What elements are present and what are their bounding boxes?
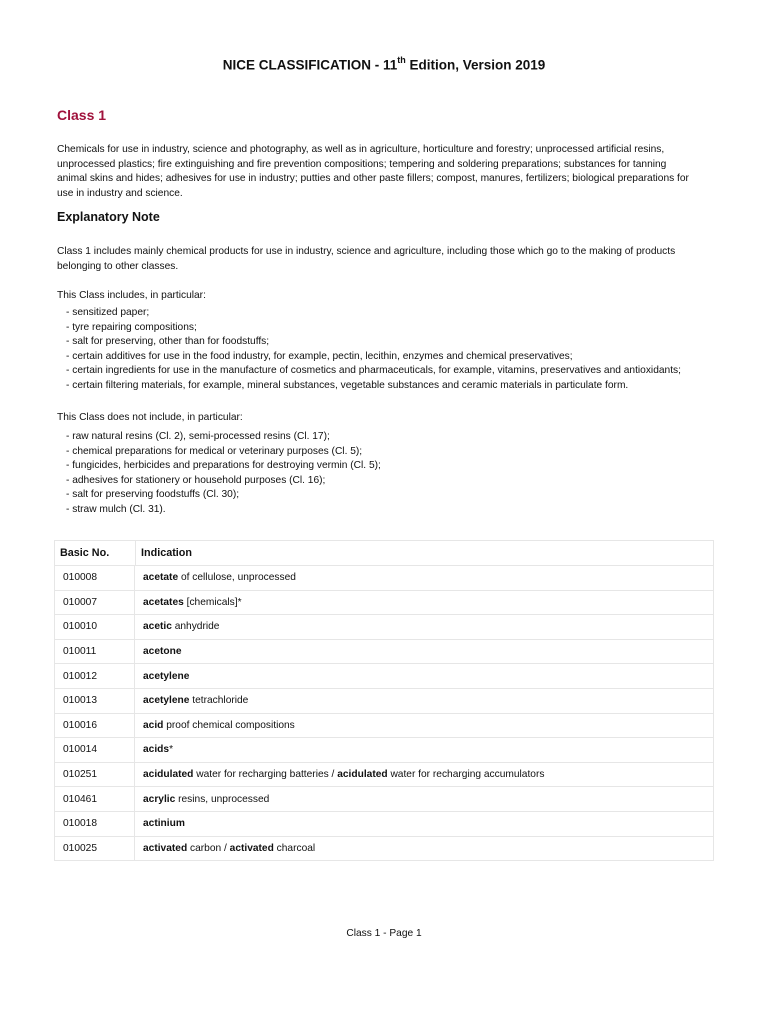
indication-keyword: acetate [143, 572, 179, 584]
indication-keyword: acrylic [143, 793, 176, 805]
indication-cell [135, 591, 714, 616]
explanatory-note-intro: Class 1 includes mainly chemical products for use in industry, science and agriculture, including those which go to the making of products belonging to other classes. [57, 246, 676, 272]
document-title [0, 56, 768, 73]
column-header-basic-no: Basic No. [54, 540, 135, 566]
table-row [54, 615, 714, 640]
indication-keyword: acid [143, 719, 164, 731]
list-item: - tyre repairing compositions; [66, 321, 197, 333]
list-item: - raw natural resins (Cl. 2), semi-processed resins (Cl. 17); [66, 431, 330, 442]
column-header-indication: Indication [135, 540, 714, 566]
indication-keyword: activated [143, 842, 188, 854]
basic-number-cell: 010007 [54, 591, 135, 616]
indication-text: of cellulose, unprocessed [178, 572, 296, 584]
indication-text: [chemicals]* [183, 596, 242, 608]
list-item: - sensitized paper; [66, 307, 150, 318]
title-suffix: Edition, Version 2019 [405, 57, 546, 73]
class-heading-description: Chemicals for use in industry, science and photography, as well as in agriculture, horticulture and forestry; unprocessed artificial resins, unprocessed plastics; fire extinguishing and fire prevention compositions; tempering and soldering preparations; substances for tanning animal skins and hides; adhesives for use in industry; putties and other paste fillers; compost, manures, fertilizers; biological preparations for use in industry and science. [57, 144, 689, 199]
indication-keyword: acetylene [143, 670, 190, 682]
basic-number-cell: 010011 [54, 640, 135, 665]
indication-cell [135, 787, 714, 812]
indication-text: * [169, 744, 174, 756]
table-row [54, 591, 714, 616]
indication-cell [135, 738, 714, 763]
table-header-row [54, 540, 714, 566]
indication-keyword: acetylene [143, 695, 190, 707]
indication-cell [135, 664, 714, 689]
basic-number-cell: 010251 [54, 763, 135, 788]
indication-text: water for recharging accumulators [387, 769, 545, 781]
includes-list [66, 306, 696, 394]
table-body [54, 566, 714, 861]
indications-table [54, 540, 714, 861]
indication-keyword: acetic [143, 621, 172, 633]
table-row [54, 714, 714, 739]
indication-text: water for recharging batteries / [193, 769, 338, 781]
indication-text: resins, unprocessed [175, 793, 270, 805]
basic-number-cell: 010018 [54, 812, 135, 837]
excludes-list [66, 430, 696, 518]
basic-number-cell: 010014 [54, 738, 135, 763]
indication-keyword: activated [229, 842, 274, 854]
list-item: - certain filtering materials, for example, mineral substances, vegetable substances and ceramic materials in particulate form. [66, 379, 629, 391]
indication-keyword: acetone [143, 646, 182, 658]
list-item: - salt for preserving foodstuffs (Cl. 30); [66, 489, 240, 501]
indication-keyword: acidulated [143, 769, 194, 781]
indication-text: tetrachloride [189, 695, 249, 707]
title-superscript: th [397, 55, 406, 65]
table-row [54, 837, 714, 862]
table-row [54, 640, 714, 665]
indication-cell [135, 812, 714, 837]
class-heading: Class 1 [57, 107, 107, 123]
table-row [54, 689, 714, 714]
indication-cell [135, 615, 714, 640]
indication-keyword: acetates [143, 596, 184, 608]
table-row [54, 566, 714, 591]
list-item: - chemical preparations for medical or veterinary purposes (Cl. 5); [66, 445, 363, 457]
table-row [54, 787, 714, 812]
list-item: - salt for preserving, other than for foodstuffs; [66, 336, 270, 348]
indication-text: anhydride [171, 621, 220, 633]
indication-cell [135, 837, 714, 862]
indication-cell [135, 714, 714, 739]
indication-keyword: actinium [143, 818, 185, 830]
list-item: - adhesives for stationery or household purposes (Cl. 16); [66, 474, 326, 486]
title-prefix: NICE CLASSIFICATION - 11 [222, 57, 398, 73]
list-item: - fungicides, herbicides and preparations for destroying vermin (Cl. 5); [66, 460, 381, 472]
indication-keyword: acids [143, 744, 170, 756]
table-row [54, 812, 714, 837]
list-item: - certain additives for use in the food industry, for example, pectin, lecithin, enzymes and chemical preservatives; [66, 350, 573, 362]
basic-number-cell: 010461 [54, 787, 135, 812]
table-row [54, 738, 714, 763]
explanatory-note-title: Explanatory Note [57, 210, 160, 224]
indication-cell [135, 689, 714, 714]
indication-cell [135, 566, 714, 591]
basic-number-cell: 010012 [54, 664, 135, 689]
list-item: - certain ingredients for use in the manufacture of cosmetics and pharmaceuticals, for example, vitamins, preservatives and antioxidants; [66, 365, 681, 377]
indication-cell [135, 763, 714, 788]
indication-text: charcoal [273, 842, 316, 854]
indication-text: carbon / [187, 842, 230, 854]
indication-text: proof chemical compositions [163, 719, 295, 731]
table-row [54, 763, 714, 788]
list-item: - straw mulch (Cl. 31). [66, 503, 166, 515]
excludes-label: This Class does not include, in particular: [57, 412, 243, 423]
indication-keyword: acidulated [337, 769, 388, 781]
includes-label: This Class includes, in particular: [57, 290, 206, 301]
basic-number-cell: 010013 [54, 689, 135, 714]
basic-number-cell: 010010 [54, 615, 135, 640]
basic-number-cell: 010008 [54, 566, 135, 591]
basic-number-cell: 010025 [54, 837, 135, 862]
indication-cell [135, 640, 714, 665]
basic-number-cell: 010016 [54, 714, 135, 739]
table-row [54, 664, 714, 689]
page-footer: Class 1 - Page 1 [346, 928, 422, 939]
